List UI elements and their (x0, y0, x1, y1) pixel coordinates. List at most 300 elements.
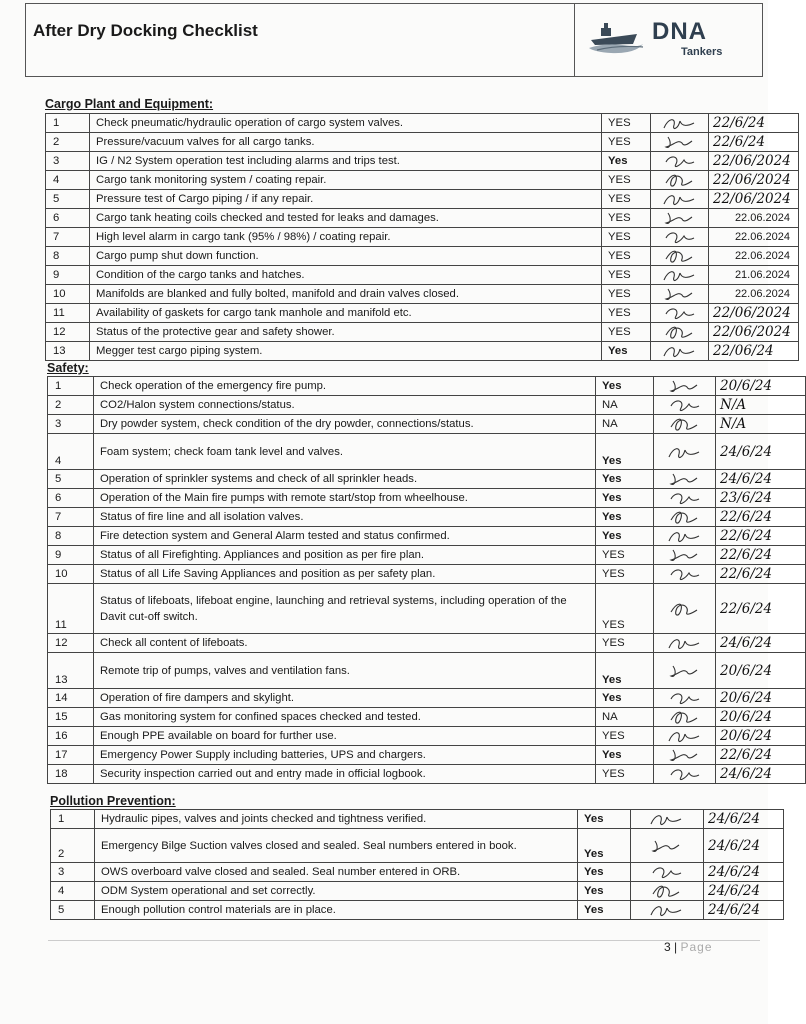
signature-mark-icon (663, 765, 707, 783)
signature-cell (651, 190, 709, 209)
table-row (48, 727, 806, 746)
item-number: 5 (51, 901, 95, 920)
item-number: 16 (48, 727, 94, 746)
item-number: 2 (46, 133, 90, 152)
item-description: Emergency Power Supply including batteries, UPS and chargers. (94, 746, 596, 765)
signature-mark-icon (663, 600, 707, 618)
item-number: 2 (51, 829, 95, 863)
item-number: 10 (48, 565, 94, 584)
table-row (48, 565, 806, 584)
signature-cell (631, 882, 704, 901)
signature-mark-icon (645, 882, 689, 900)
table-row (48, 584, 806, 634)
item-number: 1 (46, 114, 90, 133)
date-cell (716, 377, 806, 396)
item-answer: Yes (596, 689, 654, 708)
handwritten-date: 22/6/24 (713, 115, 766, 131)
signature-mark-icon (663, 470, 707, 488)
safety-checklist-table (47, 376, 806, 784)
item-number: 11 (48, 584, 94, 634)
item-number: 5 (46, 190, 90, 209)
table-row (48, 377, 806, 396)
section-title-cargo: Cargo Plant and Equipment: (45, 97, 214, 111)
ship-logo-icon (587, 14, 645, 56)
page-footer (664, 940, 713, 954)
item-number: 9 (48, 546, 94, 565)
signature-mark-icon (663, 565, 707, 583)
printed-date: 22.06.2024 (734, 231, 790, 243)
item-answer: Yes (596, 527, 654, 546)
item-description: Status of fire line and all isolation valves. (94, 508, 596, 527)
signature-mark-icon (663, 708, 707, 726)
handwritten-date: 22/6/24 (720, 547, 773, 563)
signature-cell (654, 377, 716, 396)
item-number: 7 (46, 228, 90, 247)
table-row (46, 342, 799, 361)
table-row (51, 882, 784, 901)
table-row (46, 304, 799, 323)
date-cell (709, 247, 799, 266)
date-cell (716, 584, 806, 634)
page-number: 3 (664, 940, 671, 954)
signature-mark-icon (645, 810, 689, 828)
date-cell (716, 527, 806, 546)
handwritten-date: N/A (720, 397, 747, 413)
signature-mark-icon (658, 190, 702, 208)
signature-mark-icon (658, 247, 702, 265)
date-cell (716, 634, 806, 653)
item-number: 13 (48, 653, 94, 689)
item-description: Operation of sprinkler systems and check of all sprinkler heads. (94, 470, 596, 489)
item-answer: Yes (596, 489, 654, 508)
item-description: Remote trip of pumps, valves and ventilation fans. (94, 653, 596, 689)
signature-mark-icon (663, 689, 707, 707)
item-description: Cargo pump shut down function. (90, 247, 602, 266)
item-description: Enough pollution control materials are in place. (95, 901, 578, 920)
handwritten-date: 22/06/2024 (713, 191, 791, 207)
table-row (48, 546, 806, 565)
table-row (48, 470, 806, 489)
signature-mark-icon (663, 443, 707, 461)
item-description: Enough PPE available on board for further use. (94, 727, 596, 746)
item-number: 11 (46, 304, 90, 323)
item-number: 3 (46, 152, 90, 171)
table-row (48, 765, 806, 784)
item-answer: YES (596, 634, 654, 653)
item-answer: Yes (596, 377, 654, 396)
date-cell (716, 470, 806, 489)
date-cell (716, 415, 806, 434)
table-row (46, 171, 799, 190)
handwritten-date: 20/6/24 (720, 728, 773, 744)
handwritten-date: 24/6/24 (708, 902, 761, 918)
handwritten-date: 24/6/24 (708, 864, 761, 880)
table-row (48, 708, 806, 727)
table-row (46, 152, 799, 171)
signature-mark-icon (658, 133, 702, 151)
item-number: 4 (46, 171, 90, 190)
date-cell (704, 882, 784, 901)
table-row (48, 689, 806, 708)
item-answer: YES (602, 285, 651, 304)
signature-cell (631, 863, 704, 882)
signature-mark-icon (658, 228, 702, 246)
signature-cell (651, 133, 709, 152)
signature-mark-icon (663, 489, 707, 507)
signature-cell (654, 396, 716, 415)
item-number: 12 (46, 323, 90, 342)
item-description: Pressure test of Cargo piping / if any repair. (90, 190, 602, 209)
pollution-checklist-table (50, 809, 784, 920)
signature-cell (654, 634, 716, 653)
signature-mark-icon (663, 727, 707, 745)
item-answer: YES (602, 133, 651, 152)
item-number: 14 (48, 689, 94, 708)
table-row (46, 209, 799, 228)
signature-mark-icon (663, 527, 707, 545)
item-description: Emergency Bilge Suction valves closed and sealed. Seal numbers entered in book. (95, 829, 578, 863)
signature-cell (651, 209, 709, 228)
signature-cell (654, 434, 716, 470)
date-cell (704, 829, 784, 863)
table-row (46, 114, 799, 133)
item-number: 3 (48, 415, 94, 434)
handwritten-date: 22/06/24 (713, 343, 774, 359)
item-description: Cargo tank monitoring system / coating repair. (90, 171, 602, 190)
table-row (51, 901, 784, 920)
item-description: Status of lifeboats, lifeboat engine, launching and retrieval systems, including operation of the Davit cut-off switch. (94, 584, 596, 634)
handwritten-date: 22/6/24 (713, 134, 766, 150)
date-cell (709, 171, 799, 190)
item-number: 8 (46, 247, 90, 266)
page-label: Page (680, 940, 713, 954)
date-cell (716, 708, 806, 727)
item-answer: NA (596, 415, 654, 434)
logo-subtitle: Tankers (681, 46, 723, 58)
signature-cell (651, 342, 709, 361)
item-answer: Yes (596, 653, 654, 689)
document-title: After Dry Docking Checklist (33, 21, 258, 40)
table-row (46, 190, 799, 209)
item-answer: YES (602, 209, 651, 228)
signature-cell (654, 584, 716, 634)
logo-name: DNA (652, 18, 707, 45)
signature-mark-icon (658, 342, 702, 360)
item-answer: NA (596, 396, 654, 415)
printed-date: 22.06.2024 (734, 212, 790, 224)
item-answer: Yes (596, 434, 654, 470)
item-answer: YES (602, 247, 651, 266)
item-answer: YES (602, 228, 651, 247)
date-cell (709, 152, 799, 171)
item-answer: Yes (596, 470, 654, 489)
date-cell (704, 863, 784, 882)
handwritten-date: 22/06/2024 (713, 324, 791, 340)
section-title-pollution: Pollution Prevention: (50, 794, 176, 808)
item-description: Fire detection system and General Alarm tested and status confirmed. (94, 527, 596, 546)
signature-cell (651, 247, 709, 266)
table-row (46, 285, 799, 304)
date-cell (709, 266, 799, 285)
item-answer: Yes (596, 746, 654, 765)
company-logo (574, 4, 763, 76)
item-answer: Yes (578, 863, 631, 882)
handwritten-date: 22/06/2024 (713, 153, 791, 169)
signature-mark-icon (663, 508, 707, 526)
table-row (48, 634, 806, 653)
item-answer: NA (596, 708, 654, 727)
signature-cell (654, 565, 716, 584)
table-row (46, 266, 799, 285)
item-answer: YES (602, 190, 651, 209)
date-cell (716, 653, 806, 689)
item-description: Manifolds are blanked and fully bolted, manifold and drain valves closed. (90, 285, 602, 304)
table-row (51, 810, 784, 829)
item-description: IG / N2 System operation test including alarms and trips test. (90, 152, 602, 171)
handwritten-date: 24/6/24 (708, 811, 761, 827)
item-description: OWS overboard valve closed and sealed. Seal number entered in ORB. (95, 863, 578, 882)
handwritten-date: N/A (720, 416, 747, 432)
item-answer: YES (596, 727, 654, 746)
signature-cell (631, 829, 704, 863)
item-number: 1 (48, 377, 94, 396)
item-description: Cargo tank heating coils checked and tested for leaks and damages. (90, 209, 602, 228)
item-description: Availability of gaskets for cargo tank manhole and manifold etc. (90, 304, 602, 323)
document-header (25, 3, 763, 77)
item-number: 2 (48, 396, 94, 415)
date-cell (709, 285, 799, 304)
table-row (46, 228, 799, 247)
signature-cell (654, 489, 716, 508)
signature-mark-icon (663, 377, 707, 395)
date-cell (704, 901, 784, 920)
date-cell (716, 489, 806, 508)
date-cell (716, 546, 806, 565)
handwritten-date: 23/6/24 (720, 490, 773, 506)
signature-mark-icon (658, 285, 702, 303)
item-answer: YES (602, 304, 651, 323)
date-cell (709, 209, 799, 228)
date-cell (704, 810, 784, 829)
printed-date: 21.06.2024 (734, 269, 790, 281)
signature-cell (654, 708, 716, 727)
item-answer: Yes (578, 901, 631, 920)
table-row (48, 653, 806, 689)
item-answer: Yes (578, 810, 631, 829)
signature-cell (651, 323, 709, 342)
footer-divider (48, 940, 760, 941)
signature-mark-icon (645, 901, 689, 919)
signature-cell (631, 901, 704, 920)
table-row (48, 396, 806, 415)
handwritten-date: 24/6/24 (708, 837, 761, 854)
item-description: Hydraulic pipes, valves and joints checked and tightness verified. (95, 810, 578, 829)
signature-cell (654, 415, 716, 434)
signature-cell (654, 470, 716, 489)
signature-cell (654, 746, 716, 765)
signature-mark-icon (663, 662, 707, 680)
table-row (48, 746, 806, 765)
date-cell (709, 342, 799, 361)
item-description: Megger test cargo piping system. (90, 342, 602, 361)
page-separator: | (674, 940, 678, 954)
date-cell (716, 565, 806, 584)
date-cell (716, 508, 806, 527)
signature-cell (654, 765, 716, 784)
item-number: 3 (51, 863, 95, 882)
item-number: 8 (48, 527, 94, 546)
section-title-safety: Safety: (47, 361, 89, 375)
table-row (48, 527, 806, 546)
handwritten-date: 22/06/2024 (713, 305, 791, 321)
item-answer: YES (602, 114, 651, 133)
signature-mark-icon (658, 323, 702, 341)
table-row (48, 434, 806, 470)
signature-mark-icon (663, 746, 707, 764)
handwritten-date: 20/6/24 (720, 690, 773, 706)
signature-cell (651, 114, 709, 133)
signature-cell (654, 527, 716, 546)
date-cell (716, 689, 806, 708)
handwritten-date: 20/6/24 (720, 709, 773, 725)
item-description: Security inspection carried out and entry made in official logbook. (94, 765, 596, 784)
item-description: Foam system; check foam tank level and valves. (94, 434, 596, 470)
signature-cell (654, 546, 716, 565)
item-number: 18 (48, 765, 94, 784)
item-description: Dry powder system, check condition of the dry powder, connections/status. (94, 415, 596, 434)
item-number: 1 (51, 810, 95, 829)
item-number: 4 (48, 434, 94, 470)
item-number: 13 (46, 342, 90, 361)
item-description: Gas monitoring system for confined spaces checked and tested. (94, 708, 596, 727)
signature-cell (631, 810, 704, 829)
item-answer: Yes (602, 152, 651, 171)
item-description: Operation of the Main fire pumps with remote start/stop from wheelhouse. (94, 489, 596, 508)
signature-mark-icon (658, 304, 702, 322)
handwritten-date: 22/6/24 (720, 566, 773, 582)
date-cell (716, 765, 806, 784)
item-description: Status of the protective gear and safety shower. (90, 323, 602, 342)
item-number: 17 (48, 746, 94, 765)
handwritten-date: 22/6/24 (720, 600, 773, 617)
date-cell (716, 727, 806, 746)
date-cell (709, 228, 799, 247)
date-cell (709, 133, 799, 152)
handwritten-date: 22/06/2024 (713, 172, 791, 188)
date-cell (709, 190, 799, 209)
signature-mark-icon (658, 152, 702, 170)
item-number: 6 (46, 209, 90, 228)
signature-mark-icon (663, 396, 707, 414)
table-row (46, 247, 799, 266)
date-cell (709, 114, 799, 133)
signature-cell (654, 508, 716, 527)
signature-cell (651, 285, 709, 304)
item-number: 7 (48, 508, 94, 527)
item-answer: YES (602, 266, 651, 285)
table-row (46, 323, 799, 342)
item-description: Condition of the cargo tanks and hatches. (90, 266, 602, 285)
item-description: Check all content of lifeboats. (94, 634, 596, 653)
table-row (48, 489, 806, 508)
handwritten-date: 24/6/24 (720, 443, 773, 460)
item-answer: YES (602, 171, 651, 190)
item-answer: YES (596, 565, 654, 584)
handwritten-date: 22/6/24 (720, 509, 773, 525)
item-number: 9 (46, 266, 90, 285)
signature-cell (651, 152, 709, 171)
signature-mark-icon (658, 266, 702, 284)
item-answer: YES (596, 584, 654, 634)
handwritten-date: 24/6/24 (720, 635, 773, 651)
date-cell (716, 746, 806, 765)
signature-cell (651, 304, 709, 323)
signature-cell (654, 727, 716, 746)
item-answer: YES (596, 546, 654, 565)
handwritten-date: 20/6/24 (720, 378, 773, 394)
item-number: 5 (48, 470, 94, 489)
item-number: 15 (48, 708, 94, 727)
handwritten-date: 24/6/24 (708, 883, 761, 899)
signature-mark-icon (663, 546, 707, 564)
handwritten-date: 20/6/24 (720, 662, 773, 679)
item-description: CO2/Halon system connections/status. (94, 396, 596, 415)
signature-cell (651, 266, 709, 285)
date-cell (709, 323, 799, 342)
signature-cell (654, 689, 716, 708)
item-answer: Yes (602, 342, 651, 361)
table-row (51, 829, 784, 863)
item-description: Operation of fire dampers and skylight. (94, 689, 596, 708)
signature-mark-icon (658, 209, 702, 227)
handwritten-date: 22/6/24 (720, 528, 773, 544)
table-row (51, 863, 784, 882)
item-description: Check operation of the emergency fire pump. (94, 377, 596, 396)
item-description: ODM System operational and set correctly. (95, 882, 578, 901)
item-answer: YES (602, 323, 651, 342)
item-answer: Yes (578, 829, 631, 863)
signature-mark-icon (663, 415, 707, 433)
signature-mark-icon (658, 114, 702, 132)
table-row (48, 415, 806, 434)
table-row (48, 508, 806, 527)
table-row (46, 133, 799, 152)
item-description: Status of all Life Saving Appliances and position as per safety plan. (94, 565, 596, 584)
cargo-checklist-table (45, 113, 799, 361)
item-description: Check pneumatic/hydraulic operation of cargo system valves. (90, 114, 602, 133)
item-number: 6 (48, 489, 94, 508)
handwritten-date: 24/6/24 (720, 471, 773, 487)
handwritten-date: 24/6/24 (720, 766, 773, 782)
signature-mark-icon (645, 837, 689, 855)
signature-mark-icon (645, 863, 689, 881)
date-cell (709, 304, 799, 323)
date-cell (716, 396, 806, 415)
item-answer: Yes (596, 508, 654, 527)
item-answer: Yes (578, 882, 631, 901)
printed-date: 22.06.2024 (734, 250, 790, 262)
item-answer: YES (596, 765, 654, 784)
item-number: 4 (51, 882, 95, 901)
date-cell (716, 434, 806, 470)
item-description: Status of all Firefighting. Appliances and position as per fire plan. (94, 546, 596, 565)
signature-mark-icon (658, 171, 702, 189)
signature-cell (654, 653, 716, 689)
item-description: High level alarm in cargo tank (95% / 98%) / coating repair. (90, 228, 602, 247)
item-number: 12 (48, 634, 94, 653)
item-number: 10 (46, 285, 90, 304)
signature-mark-icon (663, 634, 707, 652)
